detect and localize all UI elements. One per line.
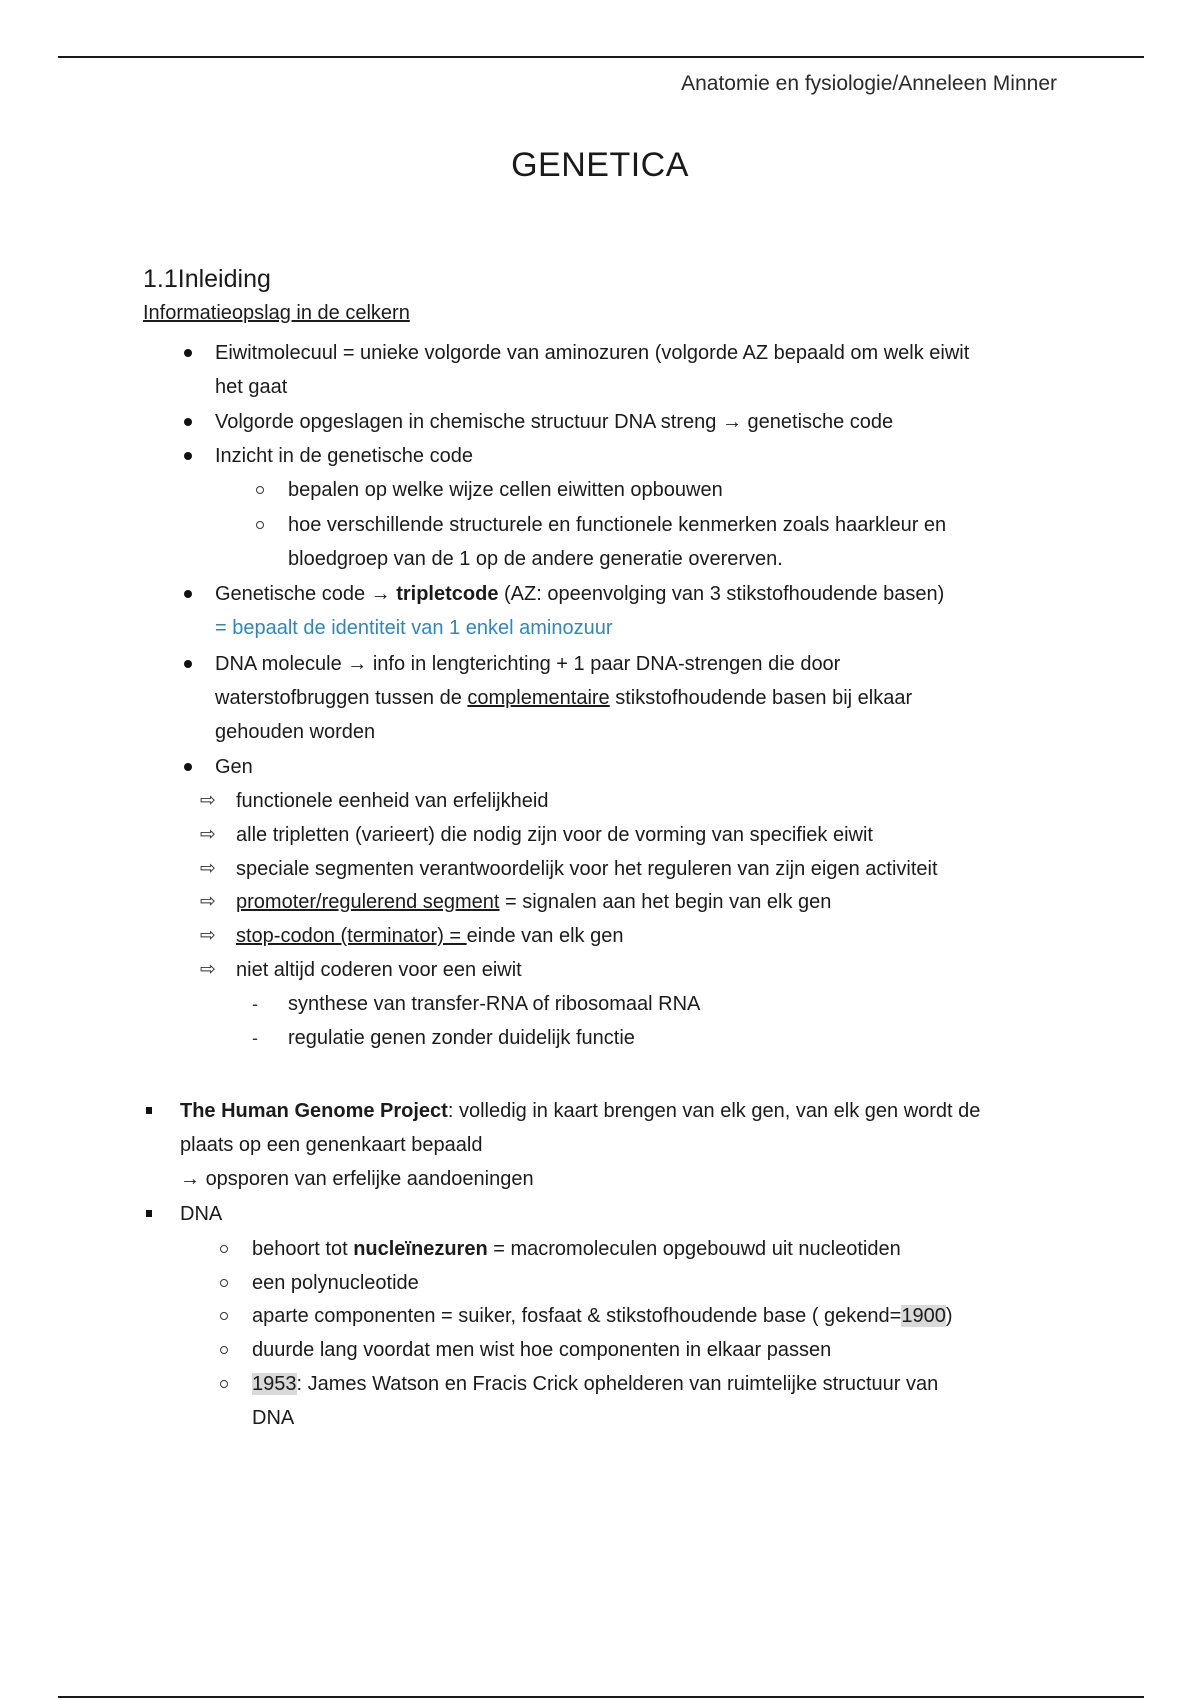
page-title: GENETICA: [511, 146, 689, 184]
item-text: opsporen van erfelijke aandoeningen: [205, 1168, 534, 1190]
bullet-marker: [184, 763, 192, 771]
gen-item: speciale segmenten verantwoordelijk voor het reguleren van zijn eigen activiteit: [236, 858, 938, 880]
circle-marker: [220, 1279, 228, 1287]
item-underlined: promoter/regulerend segment: [236, 891, 500, 913]
section-subheading: Informatieopslag in de celkern: [143, 302, 410, 324]
item-bold: The Human Genome Project: [180, 1100, 448, 1122]
bullet-marker: [184, 418, 192, 426]
item-text: einde van elk gen: [466, 925, 624, 947]
item-text: Volgorde opgeslagen in chemische structuur DNA streng: [215, 411, 722, 433]
sub-item: synthese van transfer-RNA of ribosomaal RNA: [288, 993, 701, 1015]
hollow-arrow-icon: ⇨: [200, 858, 216, 879]
highlighted-year: 1900: [901, 1305, 946, 1327]
item-underlined: complementaire: [467, 687, 610, 709]
hgp-continuation: [180, 1162, 534, 1196]
item-text: stikstofhoudende basen bij elkaar: [609, 687, 913, 709]
dna-sub-item: duurde lang voordat men wist hoe componenten in elkaar passen: [252, 1339, 832, 1361]
sub-item: hoe verschillende structurele en functionele kenmerken zoals haarkleur en: [288, 514, 947, 536]
page-header: Anatomie en fysiologie/Anneleen Minner: [681, 72, 1057, 95]
item-text: = signalen aan het begin van elk gen: [499, 891, 832, 913]
list-item-continuation: het gaat: [215, 376, 288, 398]
item-text: : James Watson en Fracis Crick ophelderen van ruimtelijke structuur van: [296, 1373, 939, 1395]
list-item: [215, 647, 840, 681]
circle-marker: [256, 521, 264, 529]
gen-item: functionele eenheid van erfelijkheid: [236, 790, 549, 812]
list-item: Eiwitmolecuul = unieke volgorde van aminozuren (volgorde AZ bepaald om welk eiwit: [215, 342, 970, 364]
item-bold: nucleïnezuren: [353, 1238, 488, 1260]
definition-note: = bepaalt de identiteit van 1 enkel aminozuur: [215, 617, 613, 639]
bullet-marker: [184, 660, 192, 668]
circle-marker: [220, 1312, 228, 1320]
dash-marker: -: [252, 1028, 258, 1048]
item-text: genetische code: [747, 411, 894, 433]
hollow-arrow-icon: ⇨: [200, 925, 216, 946]
item-text: aparte componenten = suiker, fosfaat & stikstofhoudende base ( gekend=: [252, 1305, 902, 1327]
sub-item: bepalen op welke wijze cellen eiwitten opbouwen: [288, 479, 723, 501]
arrow-icon: →: [180, 1168, 200, 1190]
list-item-continuation: [215, 681, 912, 715]
hollow-arrow-icon: ⇨: [200, 891, 216, 912]
dna-sub-item: een polynucleotide: [252, 1272, 419, 1294]
list-item: [215, 577, 944, 611]
hgp-continuation: plaats op een genenkaart bepaald: [180, 1134, 483, 1156]
circle-marker: [256, 486, 264, 494]
item-text: ): [945, 1305, 953, 1327]
item-underlined: stop-codon (terminator) =: [236, 925, 467, 947]
arrow-icon: →: [721, 411, 742, 433]
dna-sub-item: [252, 1299, 953, 1333]
hollow-arrow-icon: ⇨: [200, 790, 216, 811]
item-text: = macromoleculen opgebouwd uit nucleotiden: [487, 1238, 901, 1260]
item-text: : volledig in kaart brengen van elk gen, van elk gen wordt de: [447, 1100, 981, 1122]
item-text: waterstofbruggen tussen de: [215, 687, 468, 709]
dna-sub-item: [252, 1232, 901, 1266]
circle-marker: [220, 1346, 228, 1354]
item-text: Genetische code: [215, 583, 371, 605]
hgp-item: [180, 1094, 980, 1128]
gen-item: niet altijd coderen voor een eiwit: [236, 959, 522, 981]
header-rule: [58, 56, 1144, 58]
dna-sub-item: [252, 1367, 938, 1401]
list-item: [215, 405, 893, 439]
hollow-arrow-icon: ⇨: [200, 959, 216, 980]
arrow-icon: →: [347, 653, 368, 675]
item-bold: tripletcode: [396, 583, 499, 605]
list-item-continuation: gehouden worden: [215, 721, 376, 743]
item-text: DNA molecule: [215, 653, 348, 675]
gen-item: [236, 885, 831, 919]
bullet-marker: [184, 590, 192, 598]
item-text: behoort tot: [252, 1238, 354, 1260]
circle-marker: [220, 1380, 228, 1388]
footer-rule: [58, 1696, 1144, 1698]
list-item: Inzicht in de genetische code: [215, 445, 473, 467]
bullet-marker: [184, 452, 192, 460]
square-bullet-marker: [146, 1210, 152, 1217]
square-bullet-marker: [146, 1107, 152, 1114]
sub-item: regulatie genen zonder duidelijk functie: [288, 1027, 635, 1049]
dash-marker: -: [252, 994, 258, 1014]
section-heading: 1.1Inleiding: [143, 265, 271, 293]
gen-item: [236, 919, 623, 953]
bullet-marker: [184, 349, 192, 357]
sub-item-continuation: bloedgroep van de 1 op de andere generatie overerven.: [288, 548, 783, 570]
circle-marker: [220, 1245, 228, 1253]
dna-sub-item-continuation: DNA: [252, 1407, 295, 1429]
list-item: Gen: [215, 756, 253, 778]
hollow-arrow-icon: ⇨: [200, 824, 216, 845]
gen-item: alle tripletten (varieert) die nodig zijn voor de vorming van specifiek eiwit: [236, 824, 873, 846]
item-text: (AZ: opeenvolging van 3 stikstofhoudende basen): [498, 583, 945, 605]
highlighted-year: 1953: [252, 1373, 297, 1395]
dna-item: DNA: [180, 1203, 223, 1225]
arrow-icon: →: [370, 583, 391, 605]
item-text: info in lengterichting + 1 paar DNA-strengen die door: [372, 653, 841, 675]
